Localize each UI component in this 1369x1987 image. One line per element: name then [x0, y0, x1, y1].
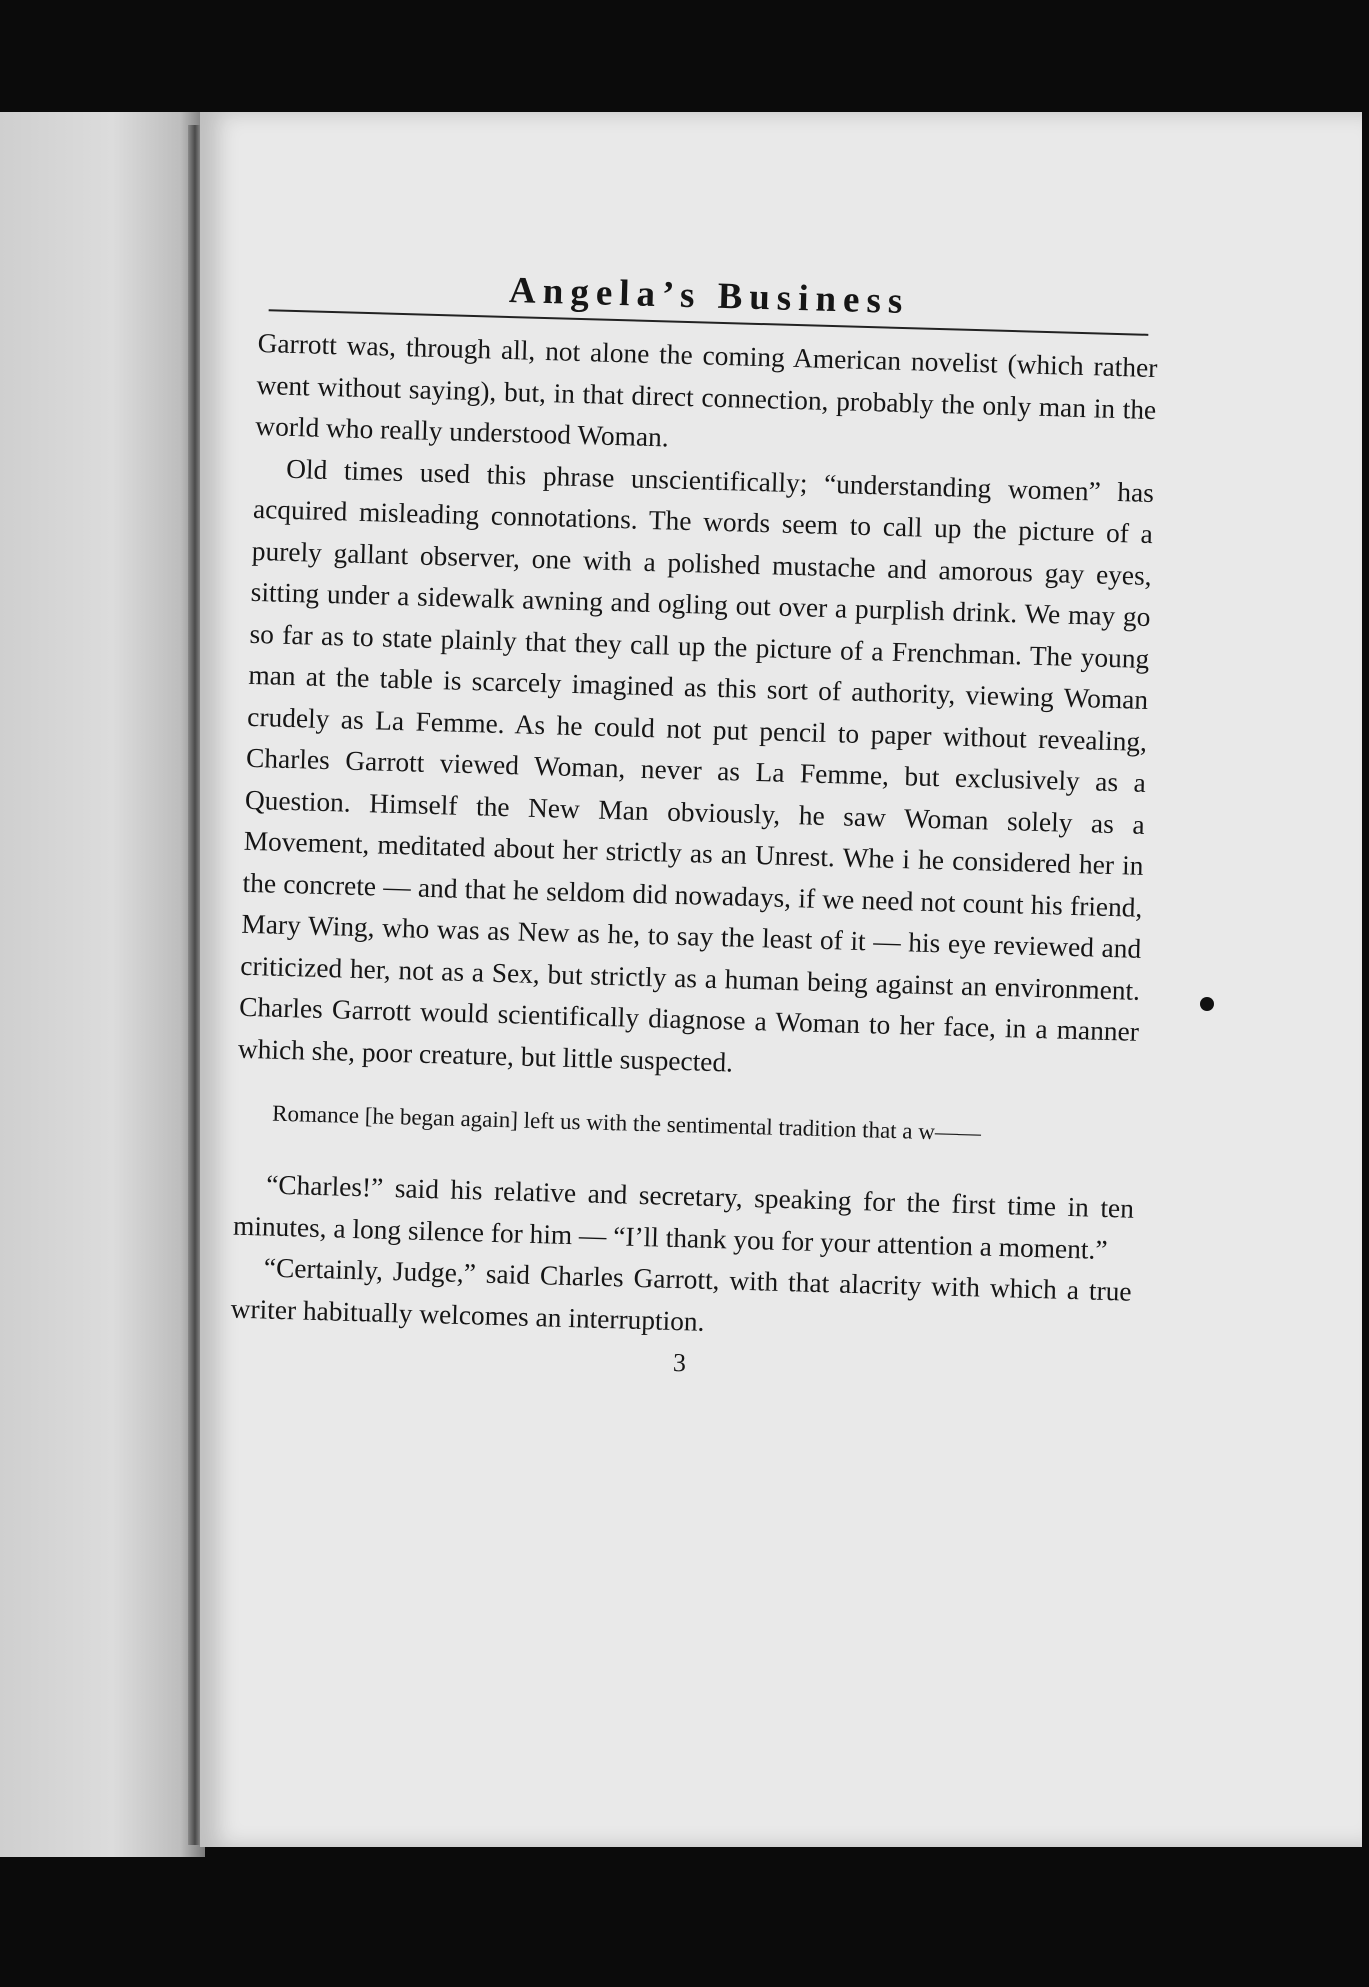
body-text — [237, 323, 1158, 1095]
paragraph: Garrott was, through all, not alone the coming American novelist (which rather went without saying), but, in that direct connection, probably the only man in the world who really understood Woman. — [255, 327, 1158, 453]
paragraph: Old times used this phrase unscientifically; “understanding women” has acquired misleading connotations. The words seem to call up the picture of a purely gallant observer, one with a polished mustache and amorous gay eyes, sitting under a sidewalk awning and ogling out over a purplish drink. We may go so far as to state plainly that they call up the picture of a Frenchman. The young man at the table is scarcely imagined as this sort of authority, viewing Woman crudely as La Femme. As he could not put pencil to paper without revealing, Charles Garrott viewed Woman, never as La Femme, but exclusively as a Question. Himself the New Man obviously, he saw Woman solely as a Movement, meditated about her strictly as an Unrest. Whe i he considered her in the concrete — and that he seldom did nowadays, if we need not count his friend, Mary Wing, who was as New as he, to say the least of it — his eye reviewed and criticized her, not as a Sex, but strictly as a human being against an environment. Charles Garrott would scientifically diagnose a Woman to her face, in a manner which she, poor creature, but little suspected. — [237, 453, 1155, 1078]
paragraph: “Charles!” said his relative and secretary, speaking for the first time in ten minutes, a long silence for him — “I’ll thank you for your attention a moment.” — [232, 1169, 1135, 1265]
page-content — [229, 262, 1159, 1391]
page-number: 3 — [672, 1347, 687, 1378]
ink-blot — [1200, 997, 1214, 1011]
quote-text: Romance [he began again] left us with the sentimental tradition that a w—— — [271, 1100, 982, 1146]
block-quote — [236, 1098, 1136, 1153]
running-head: Angela’s Business — [259, 262, 1160, 336]
closing-text — [230, 1164, 1134, 1355]
left-facing-page — [0, 112, 205, 1857]
book-page — [200, 112, 1362, 1847]
paragraph: “Certainly, Judge,” said Charles Garrott, with that alacrity with which a true writer habitually welcomes an interruption. — [230, 1252, 1133, 1337]
